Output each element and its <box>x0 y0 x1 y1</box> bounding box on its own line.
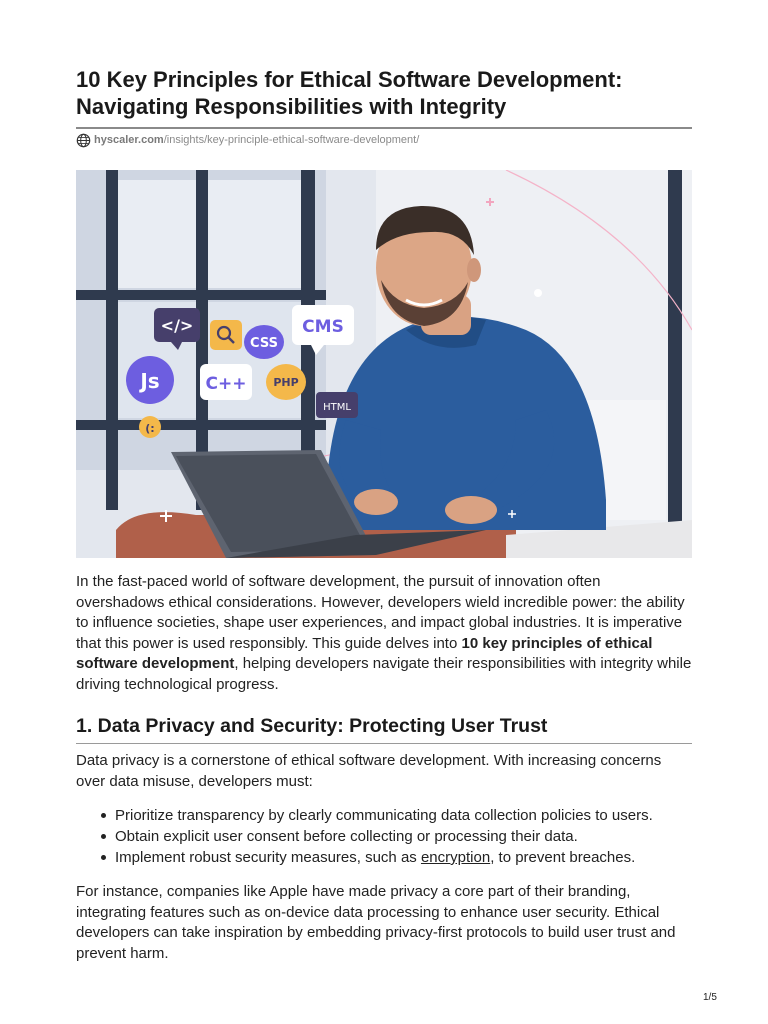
title-line-1: 10 Key Principles for Ethical Software Development: <box>76 67 623 92</box>
svg-text:C++: C++ <box>205 374 247 394</box>
svg-text:Js: Js <box>140 369 160 393</box>
example-paragraph: For instance, companies like Apple have made privacy a core part of their branding, integrating features such as on-device data processing to enhance user security. Ethical developers can take inspiration by embedding privacy-first protocols to build user trust and prevent harm. <box>76 883 676 962</box>
svg-text:CMS: CMS <box>302 317 344 337</box>
source-url[interactable] <box>76 133 419 147</box>
svg-text:PHP: PHP <box>273 376 299 389</box>
bullet-list <box>76 805 692 868</box>
section-heading: 1. Data Privacy and Security: Protecting User Trust <box>76 715 548 737</box>
list-item-text: Implement robust security measures, such as <box>115 849 421 866</box>
list-item: Obtain explicit user consent before collecting or processing their data. <box>76 826 692 847</box>
svg-text:CSS: CSS <box>250 336 278 351</box>
source-domain[interactable]: hyscaler.com <box>94 134 164 146</box>
search-bubble <box>210 320 242 350</box>
title-line-2: Navigating Responsibilities with Integrity <box>76 94 507 119</box>
php-bubble <box>266 364 306 400</box>
developer-illustration <box>76 170 692 558</box>
emoji-bubble <box>139 416 161 438</box>
page-number: 1/5 <box>703 992 717 1003</box>
intro-paragraph <box>76 572 692 695</box>
page-title <box>76 66 696 120</box>
js-bubble <box>126 356 174 404</box>
list-item-text-end: , to prevent breaches. <box>490 849 636 866</box>
section-divider <box>76 743 692 744</box>
cpp-bubble <box>200 364 252 400</box>
html-bubble <box>316 392 358 418</box>
section-lead-paragraph: Data privacy is a cornerstone of ethical software development. With increasing concerns over data misuse, developers must: <box>76 752 662 790</box>
svg-text:(:: (: <box>145 422 155 435</box>
hero-image <box>76 170 692 558</box>
title-divider <box>76 127 692 129</box>
css-bubble <box>244 325 284 359</box>
globe-icon <box>76 133 91 148</box>
svg-text:</>: </> <box>160 316 194 335</box>
source-path[interactable]: /insights/key-principle-ethical-software-development/ <box>163 134 420 146</box>
list-item: Prioritize transparency by clearly communicating data collection policies to users. <box>76 805 692 826</box>
intro-text: In the fast-paced world of software development, the pursuit of innovation often overshadows ethical considerations. However, developers wield incredible power: the ability to influence societies, shape user experiences, and impact global industries. It is imperative that this power is used responsibly. This guide delves into <box>76 573 685 652</box>
intro-text-end: , helping developers navigate their responsibilities with integrity while driving technological progress. <box>76 655 692 693</box>
encryption-link[interactable]: encryption <box>420 849 491 866</box>
svg-text:HTML: HTML <box>323 402 351 413</box>
list-item <box>76 847 692 868</box>
intro-bold-text: 10 key principles of ethical software development <box>76 634 653 672</box>
